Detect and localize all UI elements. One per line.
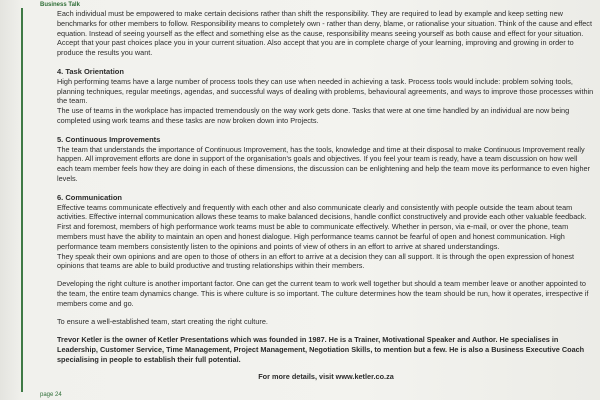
section-heading-task-orientation: 4. Task Orientation: [57, 66, 124, 76]
closing-paragraph: Developing the right culture is another important factor. One can get the current team to work well together but should a team member leave or another appointed to the team, the entire team dynamics change. This is where culture is so important. The culture determines how the team should be run, how it operates, irrespective if members come and go.: [57, 279, 589, 308]
author-bio: Trevor Ketler is the owner of Ketler Presentations which was founded in 1987. He is a Trainer, Motivational Speaker and Author. He specialises in Leadership, Customer Service, Time Management, Project Management, Negotiation Skills, to mention but a few. He is also a Business Executive Coach specialising in people to establish their full potential.: [57, 335, 585, 364]
intro-paragraph: Each individual must be empowered to make certain decisions rather than shift the responsibility. They are required to lead by example and keep setting new benchmarks for other members to follow. Responsibility means to completely own - rather than deny, blame, or rationalise your situation. Think of the cause and effect equation. Instead of seeing yourself as the effect and something else as the cause, responsibility means seeing yourself as both cause and effect for your situation. Accept that your past choices place you in your current situation. Also accept that you are in complete charge of your learning, improving and growing in order to produce the results you want.: [57, 9, 592, 58]
section-heading-continuous-improvements: 5. Continuous Improvements: [57, 134, 161, 144]
article-body: [57, 9, 595, 382]
task-orientation-paragraph-1: High performing teams have a large number of process tools they can use when needed in achieving a task. Process tools would include: problem solving tools, planning techniques, regular meetings, agendas, and successful ways of dealing with problems, behavioural agreements, and ways to improve those processes within the team.: [57, 76, 594, 106]
page-number: page 24: [40, 392, 62, 398]
section-heading-communication: 6. Communication: [57, 192, 123, 202]
continuous-improvements-paragraph: The team that understands the importance of Continuous Improvement, has the tools, knowledge and time at their disposal to make Continuous Improvement really happen. All improvement efforts are done in support of the organisation's goals and objectives. If you feel your team is ready, have a team discussion on how well each team member feels how they are doing in each of these dimensions, the discussion can be enlightening and help the team move its performance to even higher levels.: [57, 144, 590, 183]
more-details-link[interactable]: For more details, visit www.ketler.co.za: [258, 371, 394, 381]
closing-sentence: To ensure a well-established team, start creating the right culture.: [57, 316, 268, 326]
communication-paragraph-2: First and foremost, members of high performance work teams must be able to communicate effectively. Whether in person, via e-mail, or over the phone, team members must have the ability to maintain an open and honest dialogue. High performance teams cannot be fearful of open and honest communication. High performance team members consistently listen to the opinions and points of view of others in an effort to arrive at shared understandings.: [57, 222, 569, 251]
page-header: Business Talk: [40, 2, 80, 8]
task-orientation-paragraph-2: The use of teams in the workplace has impacted tremendously on the way work gets done. Tasks that were at one time handled by an individual are now being completed using work teams and these tasks are now broken down into Projects.: [57, 106, 570, 125]
side-rail-decoration: [21, 8, 23, 392]
communication-paragraph-1: Effective teams communicate effectively and frequently with each other and also communicate clearly and consistently with people outside the team about team activities. Effective internal communication allows these teams to make balanced decisions, handle conflict constructively and provide each other valuable feedback.: [57, 202, 587, 222]
communication-paragraph-3: They speak their own opinions and are open to those of others in an effort to arrive at a decision they can all support. It is through the open expression of honest opinions that teams are able to build productive and trusting relationships within their members.: [57, 251, 575, 271]
